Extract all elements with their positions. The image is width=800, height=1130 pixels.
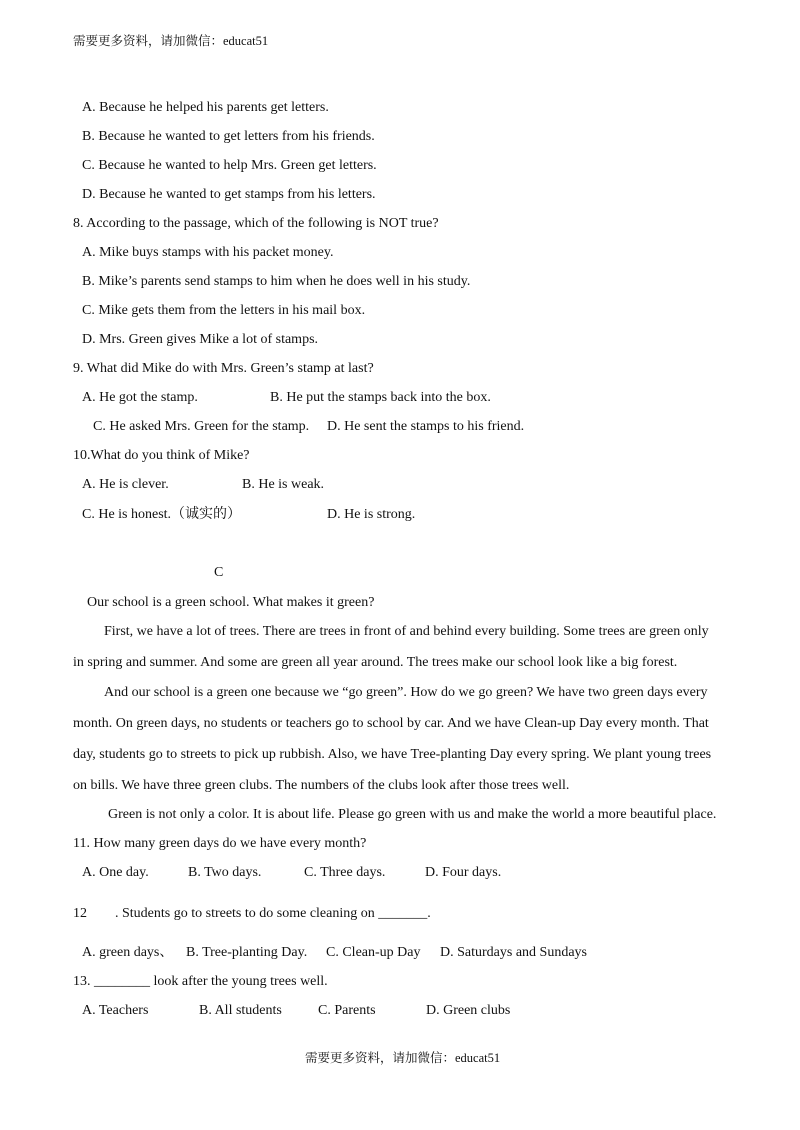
q13-question: 13. ________ look after the young trees well. (73, 974, 328, 989)
q8-option-d: D. Mrs. Green gives Mike a lot of stamps. (82, 332, 319, 347)
q12-number: 12 (73, 906, 87, 921)
q7-option-b: B. Because he wanted to get letters from his friends. (82, 129, 375, 144)
q13-option-c: C. Parents (318, 1003, 376, 1018)
q8-question: 8. According to the passage, which of the following is NOT true? (73, 216, 439, 231)
q8-option-b: B. Mike’s parents send stamps to him when he does well in his study. (82, 274, 471, 289)
passage-p2-line2: month. On green days, no students or teachers go to school by car. And we have Clean-up Day every month. That (73, 716, 709, 731)
passage-label: C (214, 565, 224, 580)
q11-option-a: A. One day. (82, 865, 149, 880)
q11-question: 11. How many green days do we have every month? (73, 836, 367, 851)
q13-option-a: A. Teachers (82, 1003, 149, 1018)
q12-option-a: A. green days、 (82, 945, 174, 960)
page-header: 需要更多资料，请加微信：educat51 (73, 34, 269, 48)
q10-option-b: B. He is weak. (242, 477, 325, 492)
q9-option-d: D. He sent the stamps to his friend. (327, 419, 525, 434)
q12-option-d: D. Saturdays and Sundays (440, 945, 587, 960)
q8-option-a: A. Mike buys stamps with his packet money. (82, 245, 334, 260)
q9-question: 9. What did Mike do with Mrs. Green’s stamp at last? (73, 361, 374, 376)
passage-p1-line2: in spring and summer. And some are green all year around. The trees make our school look like a big forest. (73, 655, 678, 670)
q12-option-b: B. Tree-planting Day. (186, 945, 308, 960)
q12-option-c: C. Clean-up Day (326, 945, 421, 960)
q7-option-a: A. Because he helped his parents get letters. (82, 100, 329, 115)
q11-option-c: C. Three days. (304, 865, 386, 880)
q7-option-c: C. Because he wanted to help Mrs. Green get letters. (82, 158, 377, 173)
passage-p1-line1: First, we have a lot of trees. There are trees in front of and behind every building. Some trees are green only (104, 624, 709, 639)
q10-option-c: C. He is honest.（诚实的） (82, 507, 242, 522)
passage-p3: Green is not only a color. It is about life. Please go green with us and make the world a more beautiful place. (108, 807, 717, 822)
passage-p2-line3: day, students go to streets to pick up rubbish. Also, we have Tree-planting Day every spring. We plant young trees (73, 747, 712, 762)
q13-option-b: B. All students (199, 1003, 282, 1018)
q13-option-d: D. Green clubs (426, 1003, 511, 1018)
page-footer: 需要更多资料，请加微信：educat51 (305, 1051, 501, 1065)
q11-option-d: D. Four days. (425, 865, 502, 880)
q7-option-d: D. Because he wanted to get stamps from his letters. (82, 187, 376, 202)
passage-p2-line1: And our school is a green one because we “go green”. How do we go green? We have two green days every (104, 685, 708, 700)
q8-option-c: C. Mike gets them from the letters in his mail box. (82, 303, 366, 318)
q10-question: 10.What do you think of Mike? (73, 448, 250, 463)
q9-option-a: A. He got the stamp. (82, 390, 198, 405)
q9-option-b: B. He put the stamps back into the box. (270, 390, 491, 405)
q10-option-a: A. He is clever. (82, 477, 169, 492)
q9-option-c: C. He asked Mrs. Green for the stamp. (93, 419, 310, 434)
q12-question: . Students go to streets to do some cleaning on _______. (115, 906, 431, 921)
q11-option-b: B. Two days. (188, 865, 262, 880)
q10-option-d: D. He is strong. (327, 507, 416, 522)
passage-intro: Our school is a green school. What makes it green? (87, 595, 375, 610)
passage-p2-line4: on bills. We have three green clubs. The numbers of the clubs look after those trees well. (73, 778, 570, 793)
